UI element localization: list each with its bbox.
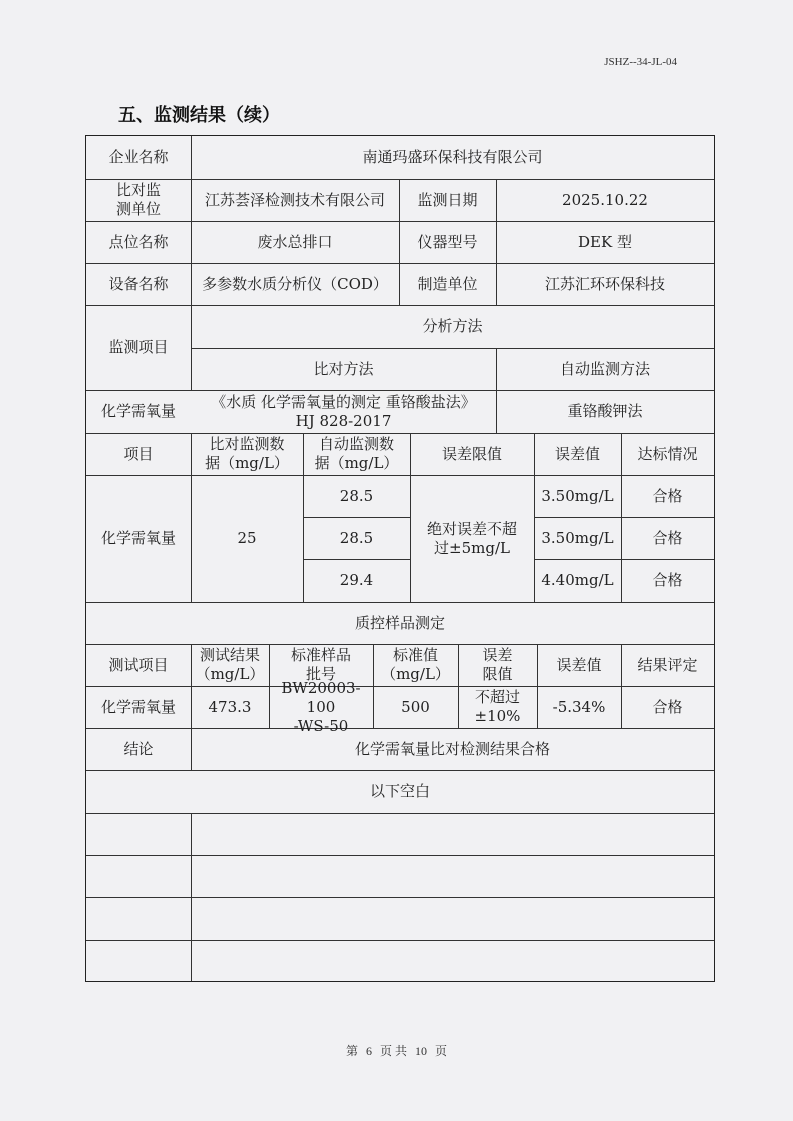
qc-error: -5.34%	[552, 697, 606, 716]
result-header-auto-line: 据（mg/L）	[314, 454, 399, 472]
page-prefix: 第	[345, 1044, 358, 1058]
qc-limit-line: 不超过	[474, 688, 520, 706]
point-value: 废水总排口	[257, 232, 333, 251]
result-item: 化学需氧量	[100, 529, 176, 547]
monitoring-item-label: 监测项目	[108, 338, 169, 356]
compare-method-line: 《水质 化学需氧量的测定 重铬酸盐法》	[211, 392, 476, 411]
result-header-limit: 误差限值	[441, 444, 502, 463]
device-value: 多参数水质分析仪（COD）	[202, 274, 388, 293]
qc-header-standard	[373, 644, 458, 686]
device-label: 设备名称	[108, 274, 169, 293]
section-title: 五、监测结果（续）	[118, 105, 280, 126]
monitoring-unit-value: 江苏荟泽检测技术有限公司	[204, 190, 385, 209]
qc-header-eval: 结果评定	[637, 655, 698, 674]
rule	[191, 813, 192, 981]
result-header-auto-line: 自动监测数	[318, 435, 394, 453]
qc-item: 化学需氧量	[100, 697, 176, 716]
result-header-compare-line: 据（mg/L）	[205, 454, 289, 472]
blank-below-note: 以下空白	[369, 782, 430, 800]
result-status: 合格	[652, 528, 683, 547]
compare-method-value	[191, 390, 496, 433]
qc-header-result-line: （mg/L）	[195, 665, 265, 683]
document-code: JSHZ--34-JL-04	[604, 56, 677, 68]
result-error: 3.50mg/L	[541, 486, 614, 505]
qc-header-item: 测试项目	[108, 655, 169, 674]
qc-title: 质控样品测定	[354, 613, 445, 632]
rule	[86, 897, 714, 898]
rule	[86, 813, 714, 814]
qc-result: 473.3	[208, 697, 252, 716]
qc-header-result	[191, 644, 269, 686]
results-table	[85, 135, 715, 982]
qc-header-limit-line: 限值	[482, 665, 513, 683]
result-limit-line: 绝对误差不超	[426, 519, 517, 538]
company-value: 南通玛盛环保科技有限公司	[362, 148, 543, 166]
result-header-compare	[191, 433, 303, 475]
qc-limit-line: ±10%	[474, 707, 521, 725]
qc-header-batch-line: 标准样品	[290, 646, 351, 664]
result-header-item: 项目	[123, 444, 154, 463]
qc-batch-line: -WS-50	[293, 716, 349, 735]
result-limit	[410, 475, 534, 602]
compare-method-label: 比对方法	[313, 359, 374, 378]
auto-method-label: 自动监测方法	[559, 359, 650, 378]
model-value: DEK 型	[578, 232, 632, 251]
qc-header-result-line: 测试结果	[199, 646, 260, 664]
date-label: 监测日期	[417, 190, 478, 209]
result-limit-line: 过±5mg/L	[434, 538, 510, 557]
monitoring-unit-label	[86, 179, 191, 221]
qc-header-limit-line: 误差	[482, 646, 513, 664]
page-total: 10	[415, 1044, 427, 1058]
result-status: 合格	[652, 486, 683, 505]
date-value: 2025.10.22	[562, 190, 648, 209]
result-compare-value: 25	[237, 529, 257, 547]
auto-method-value: 重铬酸钾法	[567, 402, 643, 420]
result-status: 合格	[652, 571, 683, 589]
page-number: 6	[365, 1044, 372, 1058]
qc-eval: 合格	[652, 697, 683, 716]
result-header-compare-line: 比对监测数	[209, 435, 285, 453]
point-label: 点位名称	[108, 232, 169, 251]
page-suffix: 页	[435, 1044, 448, 1058]
monitoring-unit-label-line: 测单位	[115, 200, 161, 218]
maker-label: 制造单位	[417, 274, 478, 293]
qc-batch	[269, 678, 373, 735]
result-auto-value: 28.5	[339, 486, 374, 505]
compare-method-line: HJ 828-2017	[295, 411, 392, 430]
rule	[86, 855, 714, 856]
analysis-method-header: 分析方法	[422, 317, 483, 335]
qc-header-standard-line: （mg/L）	[381, 665, 450, 683]
result-header-error: 误差值	[554, 444, 600, 463]
qc-header-standard-line: 标准值	[392, 646, 438, 664]
qc-limit	[458, 686, 537, 728]
qc-header-batch-line: 批号	[305, 665, 336, 683]
method-item-label: 化学需氧量	[100, 402, 176, 420]
monitoring-unit-label-line: 比对监	[115, 181, 161, 199]
result-error: 3.50mg/L	[541, 528, 614, 547]
rule	[86, 940, 714, 941]
company-label: 企业名称	[108, 148, 169, 166]
maker-value: 江苏汇环环保科技	[544, 274, 665, 293]
qc-batch-line: BW20003-100	[281, 678, 361, 716]
model-label: 仪器型号	[417, 232, 478, 251]
result-auto-value: 28.5	[339, 528, 374, 547]
conclusion-label: 结论	[123, 739, 154, 758]
page-footer	[0, 1042, 793, 1059]
qc-standard: 500	[401, 697, 430, 716]
result-auto-value: 29.4	[339, 571, 374, 589]
conclusion-value: 化学需氧量比对检测结果合格	[354, 739, 550, 758]
qc-header-limit	[458, 644, 537, 686]
qc-header-error: 误差值	[556, 655, 602, 674]
result-error: 4.40mg/L	[541, 571, 614, 589]
page-mid: 页 共	[379, 1044, 407, 1058]
result-header-status: 达标情况	[637, 444, 698, 463]
result-header-auto	[303, 433, 410, 475]
